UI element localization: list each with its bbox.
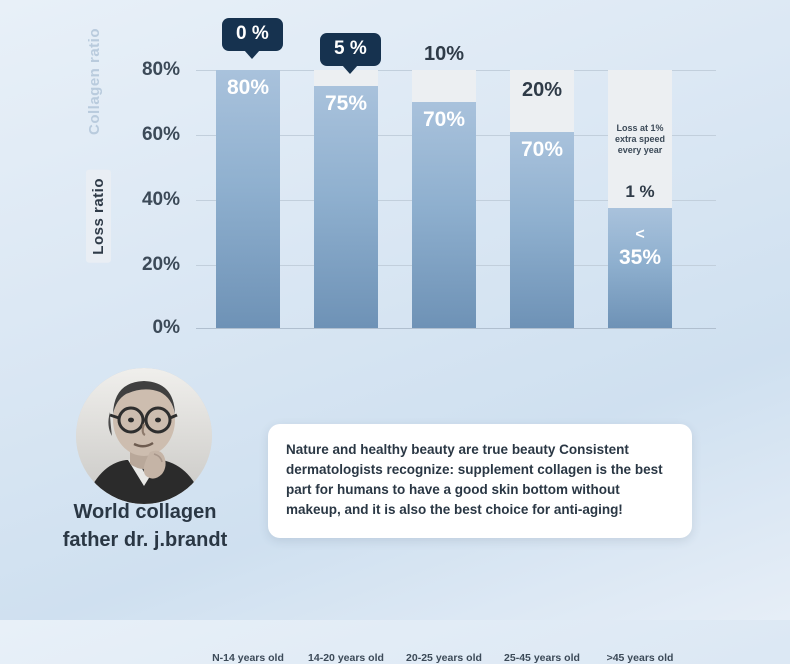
y-tick-label: 80% [141,59,180,80]
doctor-name [20,498,270,554]
portrait-photo-icon [76,368,212,504]
category-label: 14-20 years old [308,652,384,664]
y-tick-label: 0% [152,317,180,338]
bar-fill [412,102,476,328]
bar-value-label: 70% [422,108,466,131]
y-tick-label: 20% [141,254,180,275]
bar-note-value: 1 % [625,182,655,201]
category-label: N-14 years old [212,652,284,664]
bar-value-prefix: < [635,226,645,243]
bar-loss-label: 20% [521,79,563,101]
bar-value-label: 70% [520,138,564,161]
y-axis [60,0,180,365]
bar-loss-label: 10% [423,43,465,65]
category-label: >45 years old [606,652,674,664]
y-tick-label: 60% [141,124,180,145]
bar-value-label: 35% [618,246,662,269]
y-tick-label: 40% [141,189,180,210]
gridline-baseline [196,328,716,329]
doctor-name-line1: World collagen [73,501,217,523]
bar-note: Loss at 1% extra speed every year [614,123,666,155]
doctor-name-line2: father dr. j.brandt [62,529,228,551]
category-label: 20-25 years old [406,652,482,664]
axis-label-collagen-ratio: Collagen ratio [86,28,103,136]
bar-fill [216,70,280,328]
callout-loss-0: 0 % [222,18,283,51]
category-label: 25-45 years old [504,652,580,664]
callout-loss-1: 5 % [320,33,381,66]
bar-fill [314,86,378,328]
quote-card: Nature and healthy beauty are true beauty Consistent dermatologists recognize: supplement collagen is the best part for humans to have a good skin bottom without makeup, and it is also the best choice for anti-aging! [268,424,692,538]
doctor-portrait [76,368,212,504]
bar-value-label: 80% [226,76,270,99]
bar-value-label: 75% [324,92,368,115]
axis-label-loss-ratio: Loss ratio [86,170,111,263]
